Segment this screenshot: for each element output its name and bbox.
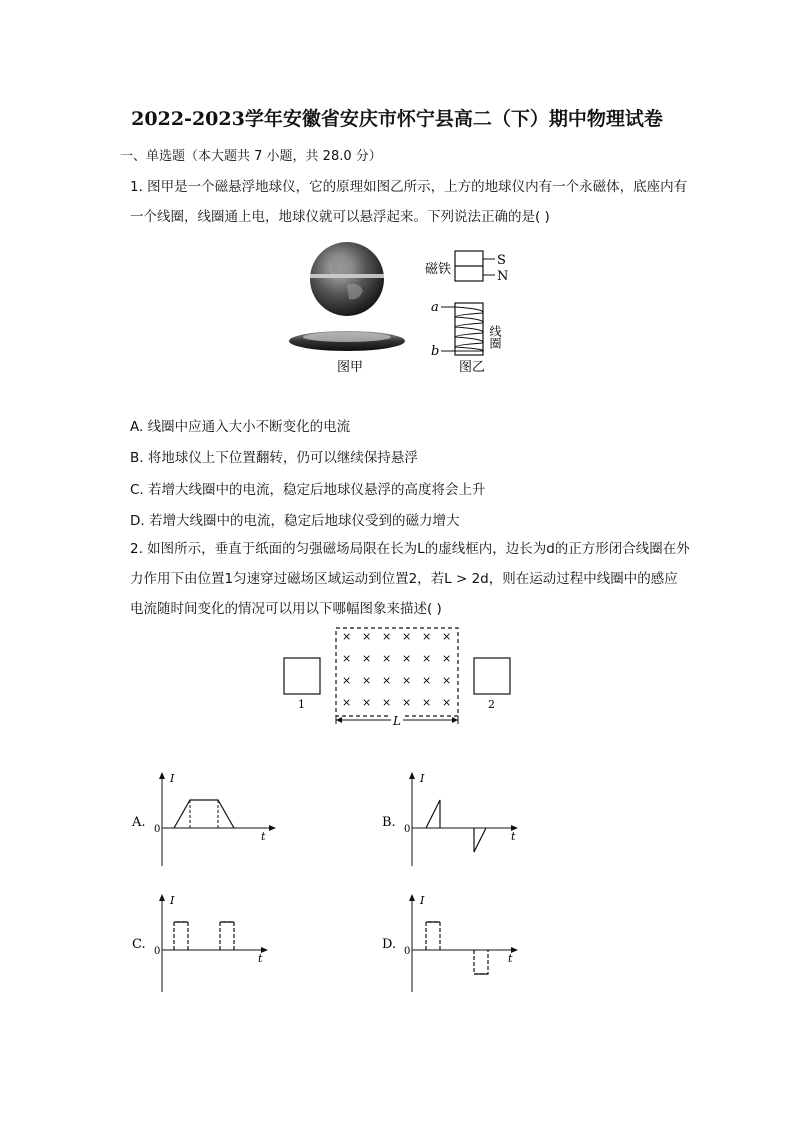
question-1-stem: 1. 图甲是一个磁悬浮地球仪，它的原理如图乙所示，上方的地球仪内有一个永磁体，底座内有一个线圈，线圈通上电，地球仪就可以悬浮起来。下列说法正确的是( )	[130, 179, 688, 225]
fig-yi-label: 图乙	[459, 360, 486, 375]
graph-a-origin: 0	[154, 824, 161, 835]
question-1-figure	[285, 233, 515, 378]
graph-d-axis-t: t	[508, 952, 513, 965]
pole-n-label: N	[497, 269, 509, 284]
graph-c	[130, 890, 280, 994]
fig-jia-label: 图甲	[337, 360, 364, 375]
field-cross: ×	[342, 630, 352, 643]
position-1-label: 1	[298, 698, 305, 711]
graph-b-curve	[426, 800, 486, 852]
field-cross: ×	[342, 696, 352, 709]
field-cross: ×	[362, 652, 372, 665]
coil-position-1	[284, 658, 320, 694]
levitating-globe-image	[289, 242, 405, 351]
field-cross: ×	[362, 696, 372, 709]
graph-b-axis-t: t	[511, 830, 516, 843]
magnetic-field-region	[336, 628, 458, 716]
graph-d	[380, 890, 530, 994]
question-1-option-d[interactable]: D. 若增大线圈中的电流，稳定后地球仪受到的磁力增大	[130, 513, 460, 529]
field-cross: ×	[382, 652, 392, 665]
field-cross: ×	[422, 696, 432, 709]
field-crosses	[342, 630, 451, 709]
question-1-option-c[interactable]: C. 若增大线圈中的电流，稳定后地球仪悬浮的高度将会上升	[130, 482, 486, 498]
pole-s-label: S	[497, 253, 506, 268]
field-cross: ×	[442, 630, 452, 643]
position-2-label: 2	[488, 698, 495, 711]
question-2-field-figure	[270, 622, 530, 732]
graph-b-label[interactable]: B.	[382, 815, 396, 830]
coil-label: 线圈	[488, 325, 502, 349]
graph-c-origin: 0	[154, 946, 161, 957]
field-cross: ×	[362, 674, 372, 687]
field-cross: ×	[402, 630, 412, 643]
field-cross: ×	[422, 652, 432, 665]
graph-a-axis-t: t	[261, 830, 266, 843]
coil-end-a: a	[431, 300, 439, 315]
graph-c-axis-i: I	[170, 894, 175, 907]
graph-d-origin: 0	[404, 946, 411, 957]
graph-b-origin: 0	[404, 824, 411, 835]
graph-a	[130, 768, 280, 870]
page-title: 2022-2023学年安徽省安庆市怀宁县高二（下）期中物理试卷	[131, 108, 663, 130]
question-1-option-a[interactable]: A. 线圈中应通入大小不断变化的电流	[130, 419, 351, 435]
field-cross: ×	[382, 674, 392, 687]
graph-a-axis-i: I	[170, 772, 175, 785]
coil-position-2	[474, 658, 510, 694]
coil-end-b: b	[431, 344, 440, 359]
graph-a-curve	[174, 800, 234, 828]
graph-c-curve	[174, 922, 234, 950]
field-cross: ×	[402, 696, 412, 709]
graph-b	[380, 768, 530, 870]
length-l-label: L	[393, 714, 401, 728]
field-cross: ×	[422, 674, 432, 687]
graph-d-curve	[426, 922, 488, 974]
field-cross: ×	[362, 630, 372, 643]
graph-c-label[interactable]: C.	[132, 937, 146, 952]
field-cross: ×	[442, 652, 452, 665]
field-cross: ×	[342, 674, 352, 687]
question-1-option-b[interactable]: B. 将地球仪上下位置翻转，仍可以继续保持悬浮	[130, 450, 418, 466]
question-2-stem: 2. 如图所示，垂直于纸面的匀强磁场局限在长为L的虚线框内，边长为d的正方形闭合线圈在外力作用下由位置1匀速穿过磁场区域运动到位置2，若L > 2d，则在运动过程中线圈中的感应电流随时间变化的情况可以用以下哪幅图象来描述( )	[130, 541, 690, 617]
section-heading: 一、单选题（本大题共 7 小题，共 28.0 分）	[120, 149, 382, 164]
field-cross: ×	[342, 652, 352, 665]
magnet-label: 磁铁	[425, 262, 452, 277]
field-cross: ×	[402, 652, 412, 665]
graph-c-axis-t: t	[258, 952, 263, 965]
field-cross: ×	[422, 630, 432, 643]
graph-a-label[interactable]: A.	[132, 815, 146, 830]
field-cross: ×	[442, 674, 452, 687]
coil-drawing	[441, 303, 483, 355]
field-cross: ×	[382, 696, 392, 709]
graph-d-axis-i: I	[420, 894, 425, 907]
field-cross: ×	[442, 696, 452, 709]
field-cross: ×	[402, 674, 412, 687]
field-cross: ×	[382, 630, 392, 643]
graph-b-axis-i: I	[420, 772, 425, 785]
graph-d-label[interactable]: D.	[382, 937, 397, 952]
